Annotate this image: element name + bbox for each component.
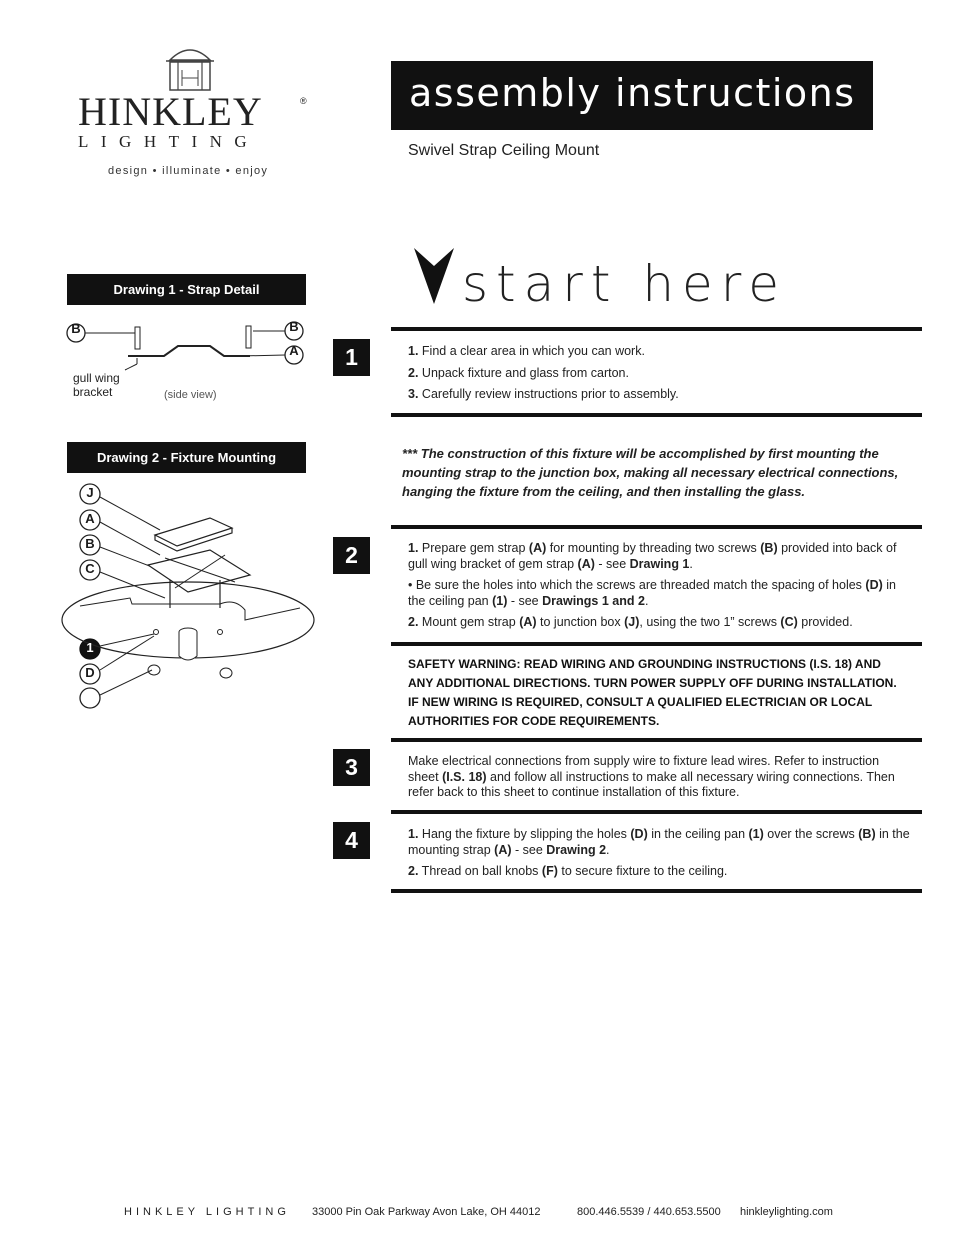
step1-item3: Carefully review instructions prior to assembly.: [421, 387, 679, 401]
s2p1-d: (B): [760, 541, 778, 555]
callout-a: A: [85, 511, 95, 526]
s4p1-b: (D): [630, 827, 648, 841]
logo-brand: HINKLEY: [78, 89, 263, 134]
s2p2-g: .: [644, 593, 649, 608]
callout-d: D: [85, 665, 95, 680]
s2p3-e: , using the two 1” screws: [639, 615, 781, 629]
rule-step1-bottom: [391, 413, 922, 417]
s2p3-num: 2.: [408, 615, 419, 629]
safety-warning: SAFETY WARNING: READ WIRING AND GROUNDING INSTRUCTIONS (I.S. 18) AND ANY ADDITIONAL DIRECTIONS. TURN POWER SUPPLY OFF DURING INSTALLATION. IF NEW WIRING IS REQUIRED, CONSULT A QUALIFIED ELECTRICIAN OR LOCAL AUTHORITIES FOR CODE REQUIREMENTS.: [408, 657, 897, 728]
callout-a: A: [289, 343, 299, 358]
callout-c: C: [85, 561, 95, 576]
s2p3-c: to junction box: [536, 615, 625, 629]
footer-website: hinkleylighting.com: [740, 1206, 833, 1218]
s2p2-f: Drawings 1 and 2: [542, 593, 645, 608]
step-4-number: 4: [333, 822, 370, 859]
page-title: assembly instructions: [409, 71, 856, 115]
s4p2-c: to secure fixture to the ceiling.: [557, 864, 728, 878]
rule-step3-bottom: [391, 810, 922, 814]
s3-b: (I.S. 18): [442, 769, 487, 784]
step-3-number: 3: [333, 749, 370, 786]
s4p2-a: Thread on ball knobs: [418, 864, 542, 878]
step-1-text: [408, 344, 913, 403]
construction-note: *** The construction of this fixture will be accomplished by first mounting the mounting strap to the junction box, making all necessary electrical connections, hanging the fixture from the ceiling, and then installing the glass.: [402, 446, 899, 499]
s2p1-f: (A): [577, 556, 595, 571]
s2p3-b: (A): [519, 615, 537, 629]
s2p1-b: (A): [528, 541, 547, 555]
drawing2-label: Drawing 2 - Fixture Mounting: [67, 442, 306, 473]
rule-step4-bottom: [391, 889, 922, 893]
footer-phone: 800.446.5539 / 440.653.5500: [577, 1206, 721, 1218]
s2p1-i: .: [689, 556, 693, 571]
s2p3-f: (C): [780, 615, 798, 629]
s2p3-g: provided.: [797, 615, 853, 629]
s2p2-a: • Be sure the holes into which the screws are threaded match the spacing of holes: [408, 578, 866, 592]
page-subtitle: Swivel Strap Ceiling Mount: [408, 142, 600, 159]
footer-company: HINKLEY LIGHTING: [124, 1206, 290, 1218]
callout-b-right: B: [289, 319, 299, 334]
step-2-text: [408, 541, 913, 631]
s2p1-a: Prepare gem strap: [418, 541, 529, 555]
step-1-number: 1: [333, 339, 370, 376]
drawing1-label: Drawing 1 - Strap Detail: [67, 274, 306, 305]
start-arrow-icon: [412, 246, 456, 306]
s4p1-k: .: [606, 842, 610, 857]
s2p1-h: Drawing 1: [629, 556, 690, 571]
step-3-text: [408, 754, 913, 801]
step-4-text: [408, 827, 913, 880]
s4p2-b: (F): [541, 864, 558, 878]
s4p2-num: 2.: [408, 864, 419, 878]
callout-b: B: [85, 536, 95, 551]
step1-item3-num: 3.: [408, 387, 419, 401]
s4p1-i: - see: [511, 842, 547, 857]
s3-a: Make electrical connections from supply wire to fixture lead wires. Refer to instruction sheet: [408, 754, 880, 784]
logo-sub: LIGHTING: [78, 132, 260, 151]
s4p1-num: 1.: [408, 827, 419, 841]
step-2-number: 2: [333, 537, 370, 574]
strap-detail-drawing: [60, 318, 320, 378]
rule-step2-top: [391, 525, 922, 529]
s2p1-c: for mounting by threading two screws: [546, 541, 761, 555]
rule-step2-bottom: [391, 642, 922, 646]
s4p1-a: Hang the fixture by slipping the holes: [418, 827, 631, 841]
rule-warning-bottom: [391, 738, 922, 742]
s3-c: and follow all instructions to make all necessary wiring connections. Then refer back to this sheet to continue installation of this fixture.: [408, 769, 895, 799]
rule-step1-top: [391, 327, 922, 331]
s2p2-b: (D): [865, 578, 883, 592]
callout-1: 1: [86, 640, 94, 655]
s2p1-e: provided into back of gull wing bracket of gem strap: [408, 541, 897, 571]
side-view-label: (side view): [164, 389, 217, 401]
callout-b-left: B: [71, 321, 81, 336]
s2p2-e: - see: [507, 593, 543, 608]
s4p1-c: in the ceiling pan: [647, 827, 749, 841]
callout-j: J: [86, 485, 94, 500]
start-here-heading: start here: [462, 255, 788, 313]
s2p3-d: (J): [624, 615, 640, 629]
step1-item2: Unpack fixture and glass from carton.: [421, 365, 629, 380]
s4p1-e: over the screws: [763, 827, 859, 841]
hinkley-logo: [60, 40, 320, 190]
s4p1-f: (B): [858, 827, 876, 841]
gull-wing-label-2: bracket: [73, 385, 113, 399]
gull-wing-label-1: gull wing: [73, 371, 120, 385]
s4p1-h: (A): [494, 842, 512, 857]
s2p1-num: 1.: [408, 541, 419, 555]
s2p3-a: Mount gem strap: [418, 615, 520, 629]
s2p1-g: - see: [594, 556, 630, 571]
s4p1-j: Drawing 2: [546, 842, 607, 857]
step1-item1-num: 1.: [408, 344, 419, 358]
s4p1-d: (1): [748, 827, 764, 841]
registered-mark: ®: [300, 96, 307, 106]
step1-item1: Find a clear area in which you can work.: [421, 344, 645, 358]
logo-tagline: design • illuminate • enjoy: [108, 165, 269, 177]
step1-item2-num: 2.: [408, 365, 419, 380]
header-band: [391, 61, 873, 130]
s2p2-d: (1): [492, 593, 508, 608]
s4p1-g: in the mounting strap: [408, 827, 910, 857]
s2p2-c: in the ceiling pan: [408, 578, 896, 608]
footer-address: 33000 Pin Oak Parkway Avon Lake, OH 44012: [312, 1206, 541, 1218]
